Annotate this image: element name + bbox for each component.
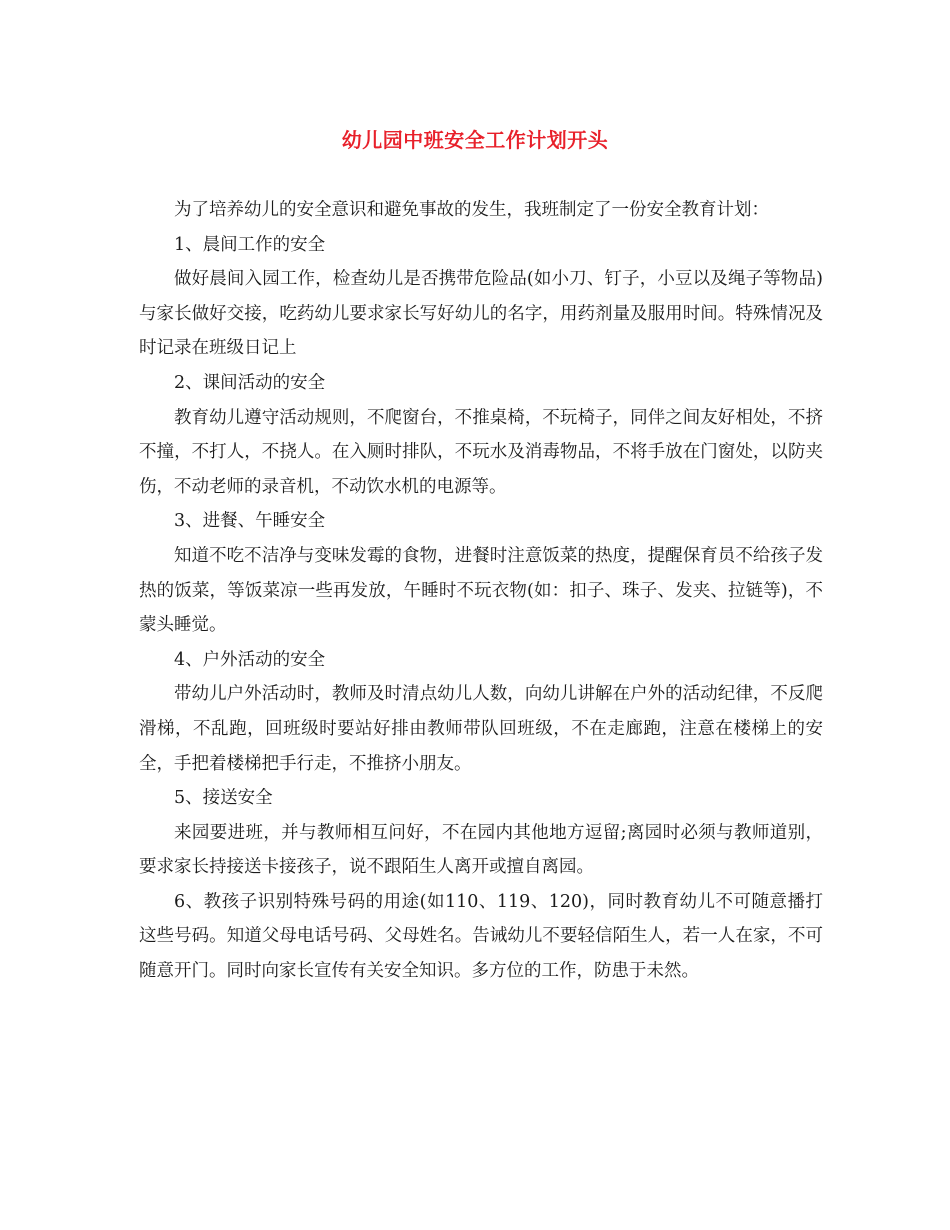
document-title: 幼儿园中班安全工作计划开头 — [341, 128, 609, 152]
section-body-2: 教育幼儿遵守活动规则，不爬窗台，不推桌椅，不玩椅子，同伴之间友好相处，不挤不撞，不打人，不挠人。在入厕时排队，不玩水及消毒物品，不将手放在门窗处，以防夹伤，不动老师的录音机，不动饮水机的电源等。 — [139, 407, 823, 497]
section-body-3: 知道不吃不洁净与变味发霉的食物，进餐时注意饭菜的热度，提醒保育员不给孩子发热的饭菜，等饭菜凉一些再发放，午睡时不玩衣物(如：扣子、珠子、发夹、拉链等)，不蒙头睡觉。 — [139, 545, 823, 636]
section-body-6: 6、教孩子识别特殊号码的用途(如110、119、120)，同时教育幼儿不可随意播打这些号码。知道父母电话号码、父母姓名。告诫幼儿不要轻信陌生人，若一人在家，不可随意开门。同时向家长宣传有关安全知识。多方位的工作，防患于未然。 — [139, 891, 823, 982]
section-heading-3: 3、进餐、午睡安全 — [174, 511, 326, 532]
section-heading-2: 2、课间活动的安全 — [174, 372, 326, 393]
intro-paragraph: 为了培养幼儿的安全意识和避免事故的发生，我班制定了一份安全教育计划： — [174, 200, 769, 220]
section-body-5: 来园要进班，并与教师相互问好，不在园内其他地方逗留;离园时必须与教师道别，要求家长持接送卡接孩子，说不跟陌生人离开或擅自离园。 — [139, 822, 823, 878]
section-body-4: 带幼儿户外活动时，教师及时清点幼儿人数，向幼儿讲解在户外的活动纪律，不反爬滑梯，不乱跑，回班级时要站好排由教师带队回班级，不在走廊跑，注意在楼梯上的安全，手把着楼梯把手行走，不推挤小朋友。 — [139, 684, 823, 774]
document-body — [139, 193, 823, 989]
section-heading-4: 4、户外活动的安全 — [174, 649, 326, 670]
section-heading-1: 1、晨间工作的安全 — [174, 234, 326, 255]
section-heading-5: 5、接送安全 — [174, 788, 273, 809]
section-body-1: 做好晨间入园工作，检查幼儿是否携带危险品(如小刀、钉子，小豆以及绳子等物品)与家长做好交接，吃药幼儿要求家长写好幼儿的名字，用药剂量及服用时间。特殊情况及时记录在班级日记上 — [139, 269, 823, 359]
